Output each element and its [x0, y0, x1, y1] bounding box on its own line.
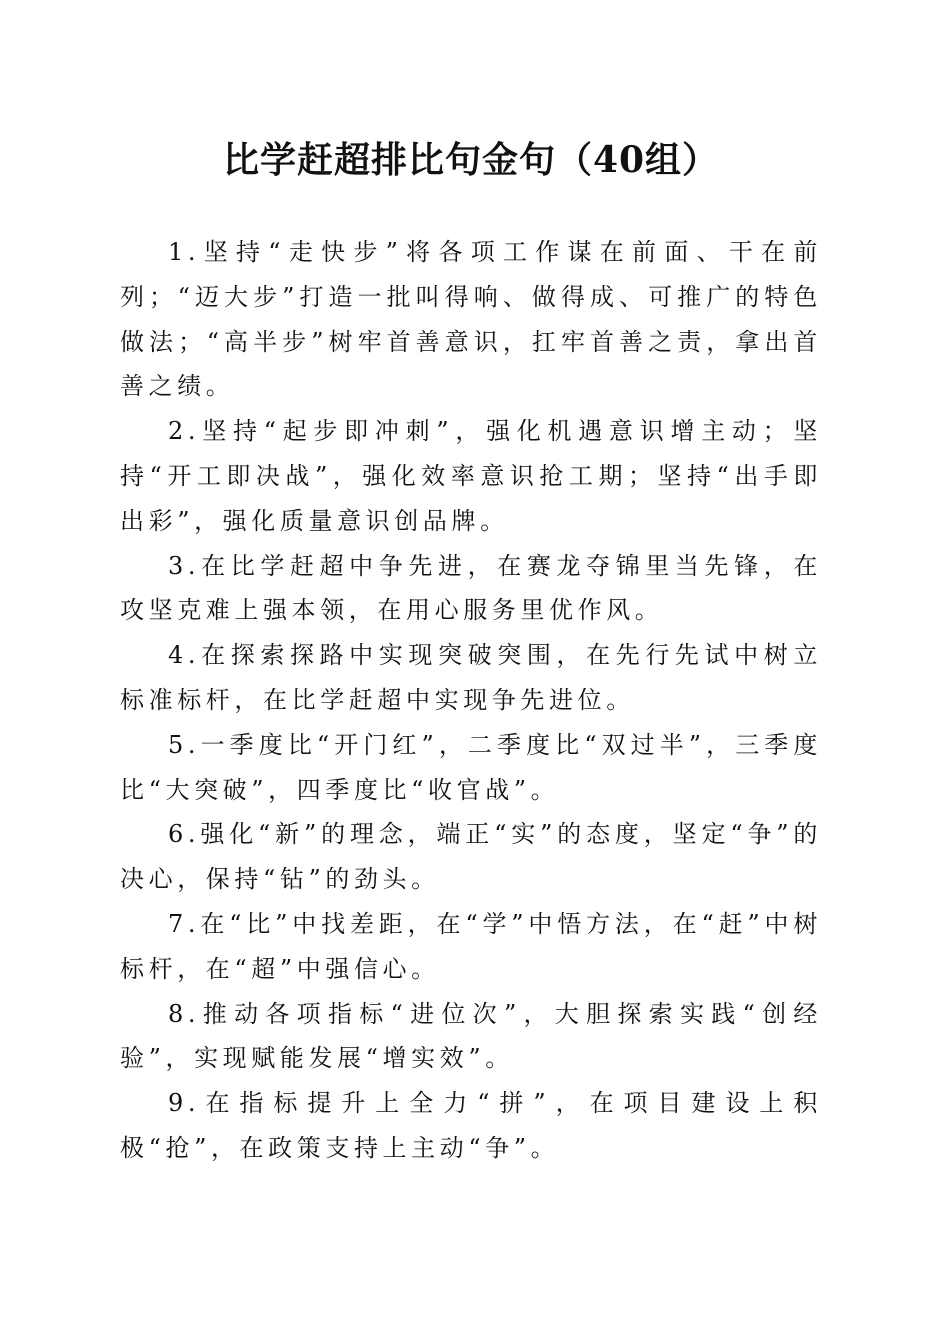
- list-item: 9.在指标提升上全力“拼”，在项目建设上积极“抢”，在政策支持上主动“争”。: [120, 1089, 822, 1162]
- list-item: 4.在探索探路中实现突破突围，在先行先试中树立标准标杆，在比学赶超中实现争先进位。: [120, 641, 822, 714]
- document-title: 比学赶超排比句金句（40组）: [222, 139, 720, 181]
- list-item: 8.推动各项指标“进位次”，大胆探索实践“创经验”，实现赋能发展“增实效”。: [120, 999, 822, 1073]
- list-item: 2.坚持“起步即冲刺”，强化机遇意识增主动；坚持“开工即决战”，强化效率意识抢工期；坚持“出手即出彩”，强化质量意识创品牌。: [120, 417, 822, 535]
- list-item: 5.一季度比“开门红”，二季度比“双过半”，三季度比“大突破”，四季度比“收官战”。: [120, 730, 822, 804]
- list-item: 7.在“比”中找差距，在“学”中悟方法，在“赶”中树标杆，在“超”中强信心。: [120, 909, 822, 983]
- list-item: 1.坚持“走快步”将各项工作谋在前面、干在前列；“迈大步”打造一批叫得响、做得成、可推广的特色做法；“高半步”树牢首善意识，扛牢首善之责，拿出首善之绩。: [120, 238, 822, 401]
- item-list: [120, 230, 822, 1171]
- list-item: 6.强化“新”的理念，端正“实”的态度，坚定“争”的决心，保持“钻”的劲头。: [120, 820, 822, 894]
- list-item: 3.在比学赶超中争先进，在赛龙夺锦里当先锋，在攻坚克难上强本领，在用心服务里优作风。: [120, 551, 822, 625]
